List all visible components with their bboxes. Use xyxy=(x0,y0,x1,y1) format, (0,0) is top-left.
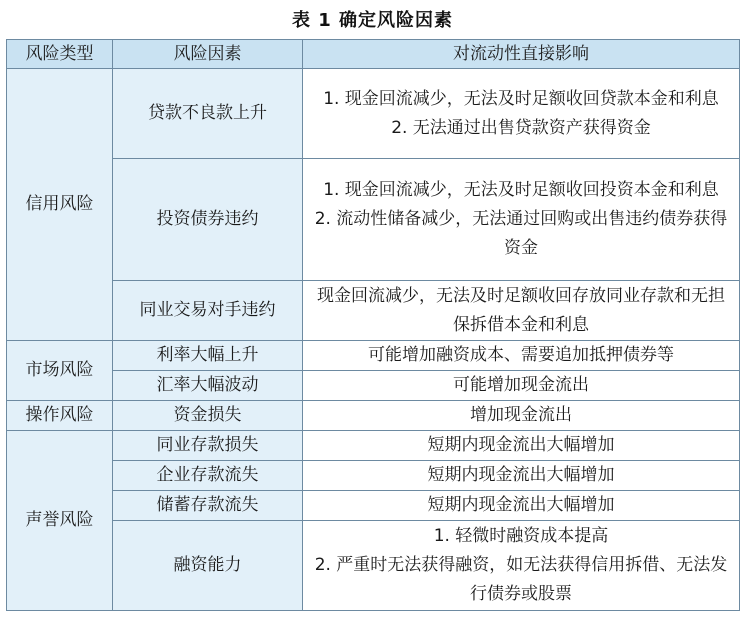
impact-cell: 可能增加现金流出 xyxy=(303,371,740,401)
impact-line: 2. 流动性储备减少，无法通过回购或出售违约债券获得资金 xyxy=(314,209,728,258)
impact-cell xyxy=(303,69,740,159)
impact-line: 2. 严重时无法获得融资，如无法获得信用拆借、无法发行债券或股票 xyxy=(314,555,728,604)
impact-cell xyxy=(303,281,740,341)
risk-type-reputation: 声誉风险 xyxy=(7,431,113,611)
impact-cell xyxy=(303,521,740,611)
risk-factor-table xyxy=(6,39,740,611)
impact-line: 1. 现金回流减少，无法及时足额收回贷款本金和利息 xyxy=(323,88,719,109)
risk-type-market: 市场风险 xyxy=(7,341,113,401)
risk-factor: 同业存款损失 xyxy=(113,431,303,461)
table-row xyxy=(7,371,740,401)
table-row xyxy=(7,281,740,341)
risk-factor: 汇率大幅波动 xyxy=(113,371,303,401)
table-row xyxy=(7,401,740,431)
impact-cell: 短期内现金流出大幅增加 xyxy=(303,461,740,491)
risk-factor: 投资债券违约 xyxy=(113,159,303,281)
impact-line: 1. 轻微时融资成本提高 xyxy=(433,526,609,546)
impact-line: 1. 现金回流减少，无法及时足额收回投资本金和利息 xyxy=(323,180,719,200)
risk-factor: 同业交易对手违约 xyxy=(113,281,303,341)
table-title: 表 1 确定风险因素 xyxy=(291,10,454,31)
impact-cell: 可能增加融资成本、需要追加抵押债券等 xyxy=(303,341,740,371)
risk-type-operational: 操作风险 xyxy=(7,401,113,431)
impact-cell xyxy=(303,159,740,281)
risk-factor: 融资能力 xyxy=(113,521,303,611)
table-header-row xyxy=(7,40,740,69)
impact-cell: 增加现金流出 xyxy=(303,401,740,431)
table-row xyxy=(7,461,740,491)
table-row xyxy=(7,521,740,611)
impact-line: 2. 无法通过出售贷款资产获得资金 xyxy=(391,117,651,138)
impact-cell: 短期内现金流出大幅增加 xyxy=(303,491,740,521)
header-liquidity-impact: 对流动性直接影响 xyxy=(303,40,740,69)
table-row xyxy=(7,159,740,281)
table-row xyxy=(7,431,740,461)
table-row xyxy=(7,491,740,521)
header-risk-factor: 风险因素 xyxy=(113,40,303,69)
risk-factor: 储蓄存款流失 xyxy=(113,491,303,521)
header-risk-type: 风险类型 xyxy=(7,40,113,69)
risk-type-credit: 信用风险 xyxy=(7,69,113,341)
risk-factor: 企业存款流失 xyxy=(113,461,303,491)
risk-factor: 利率大幅上升 xyxy=(113,341,303,371)
table-row xyxy=(7,341,740,371)
impact-line: 现金回流减少，无法及时足额收回存放同业存款和无担保拆借本金和利息 xyxy=(317,285,725,335)
table-row xyxy=(7,69,740,159)
impact-cell: 短期内现金流出大幅增加 xyxy=(303,431,740,461)
risk-factor: 资金损失 xyxy=(113,401,303,431)
risk-factor: 贷款不良款上升 xyxy=(113,69,303,159)
